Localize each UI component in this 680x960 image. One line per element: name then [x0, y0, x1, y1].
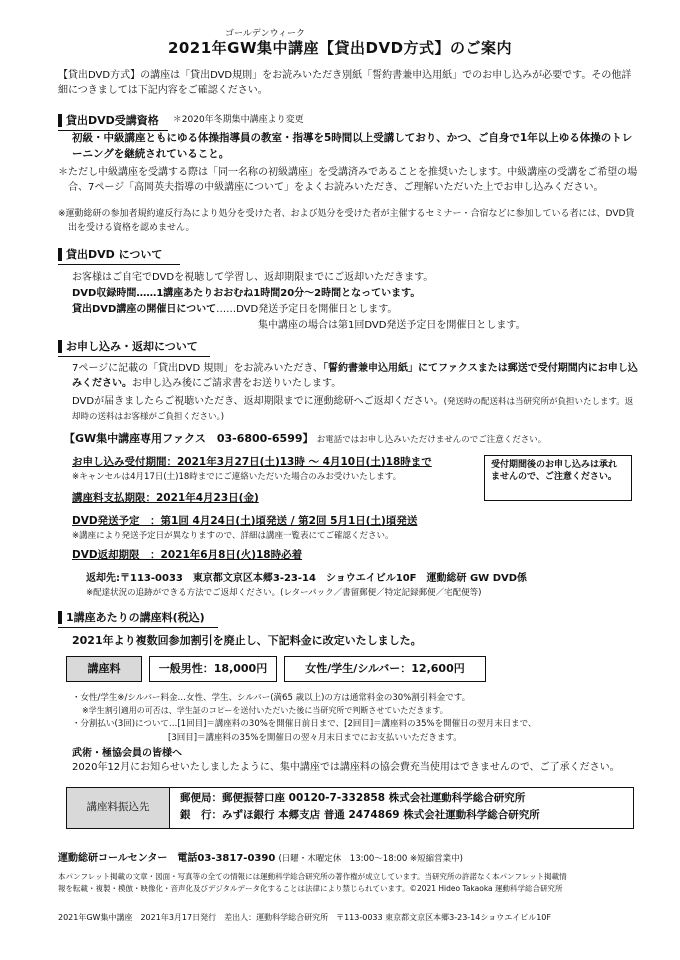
fax-number: 【GW集中講座専用ファクス 03-6800-6599】 — [64, 432, 314, 445]
section-bar — [58, 340, 62, 353]
section-bar — [58, 114, 62, 127]
bank-postal-account: 郵便局：郵便振替口座 00120-7-332858 株式会社運動科学総合研究所 — [180, 792, 526, 804]
apply-paragraph1 — [72, 361, 638, 391]
deadline-warning-box: 受付期間後のお申し込みは承れませんので、ご注意ください。 — [484, 455, 632, 501]
page-title: 2021年GW集中講座【貸出DVD方式】のご案内 — [167, 39, 513, 57]
shipping-note: ※講座により発送予定日が異なりますので、詳細は講座一覧表にてご確認ください。 — [72, 531, 394, 541]
return-address: 返却先:〒113-0033 東京都文京区本郷3-23-14 ショウエイビル10F 運動総研 GW DVD係 — [86, 573, 528, 584]
section-apply-title: お申し込み・返却について — [66, 340, 198, 353]
fee-note-installment-2: [3回目]＝講座料の35%を開催日の翌々月末日までにお支払いいただきます。 — [168, 733, 462, 743]
section-about-title: 貸出DVD について — [66, 248, 163, 261]
colophon: 2021年GW集中講座 2021年3月17日発行 差出人：運動科学総合研究所 〒113-0033 東京都文京区本郷3-23-14ショウエイビル10F — [58, 913, 551, 922]
section-underline — [58, 264, 180, 265]
section-about-heading — [58, 247, 162, 263]
section-qualification-title: 貸出DVD受講資格 — [66, 114, 159, 127]
qualification-note1: ＊ただし中級講座を受講する際は「同一名称の初級講座」を受講済みであることを推奨いたします。中級講座の受講をご希望の場合、7ページ「高岡英夫指導の中級講座について」をよくお読みいただき、ご理解いただいた上でお申し込みください。 — [58, 167, 638, 193]
intro-text: 【貸出DVD方式】の講座は「貸出DVD規則」をお読みいただき別紙「誓約書兼申込用紙」でのお申し込みが必要です。その他詳細につきましては下記内容をご確認ください。 — [58, 70, 632, 96]
fee-note-discount: ・女性/学生※/シルバー料金…女性、学生、シルバー(満65 歳以上)の方は通常料金の30%割引料金です。 — [72, 693, 471, 703]
about-line3-label: 貸出DVD講座の開催日について — [72, 304, 217, 315]
title-ruby: ゴールデンウィーク — [224, 29, 306, 39]
section-qualification-note: ＊2020年冬期集中講座より変更 — [172, 115, 304, 126]
about-line2: DVD収録時間……1講座あたりおおむね1時間20分～2時間となっています。 — [72, 288, 421, 299]
qualification-main: 初級・中級講座ともにゆる体操指導員の教室・指導を5時間以上受講しており、かつ、ご自身で1年以上ゆる体操のトレーニングを継続されていること。 — [72, 132, 633, 160]
section-bar — [58, 248, 62, 261]
bank-mizuho-account: 銀 行：みずほ銀行 本郷支店 普通 2474869 株式会社運動科学総合研究所 — [180, 809, 540, 821]
about-line3 — [72, 302, 638, 317]
member-notice-heading: 武術・極協会員の皆様へ — [72, 748, 182, 759]
cancel-note: ※キャンセルは4月17日(土)18時までにご連絡いただいた場合のみお受けいたします。 — [72, 472, 402, 482]
section-apply-heading — [58, 339, 198, 355]
fee-note-installment: ・分割払い(3回)について…[1回目]＝講座料の30%を開催日前日まで、[2回目]＝講座料の35%を開催日の翌月末日まで、 — [72, 719, 537, 729]
apply-p1-a: 7ページに記載の「貸出DVD 規則」をお読みいただき、 — [72, 363, 324, 374]
copyright-line1: 本パンフレット掲載の文章・図面・写真等の全ての情報には運動科学総合研究所の著作権が成立しています。当研究所の許諾なく本パンフレット掲載情 — [58, 872, 567, 881]
call-center — [58, 852, 463, 867]
fee-note-student: ※学生割引適用の可否は、学生証のコピーを送付いただいた後に当研究所で判断させていただきます。 — [82, 706, 448, 715]
about-line4: 集中講座の場合は第1回DVD発送予定日を開催日とします。 — [258, 320, 526, 331]
about-line3-value: ……DVD発送予定日を開催日とします。 — [216, 304, 398, 315]
apply-p1-b: 「誓約書兼申込用紙」にてファクスまたは郵送で受付期間内にお申し込みください。 — [72, 363, 638, 389]
return-address-note: ※配達状況の追跡ができる方法でご返却ください。(レターパック／書留郵便／特定記録郵便／宅配便等) — [86, 588, 482, 598]
fee-revision-notice: 2021年より複数回参加割引を廃止し、下記料金に改定いたしました。 — [72, 634, 422, 647]
dvd-return-deadline: DVD返却期限 ：2021年6月8日(火)18時必着 — [72, 549, 303, 561]
fax-line — [64, 431, 644, 448]
copyright-line2: 報を転載・複製・模倣・映像化・音声化及びデジタルデータ化することは法律により禁じられています。©2021 Hideo Takaoka 運動科学総合研究所 — [58, 884, 563, 893]
dvd-shipping-schedule: DVD発送予定 ：第1回 4月24日(土)頃発送 / 第2回 5月1日(土)頃発送 — [72, 515, 418, 527]
about-line1: お客様はご自宅でDVDを視聴して学習し、返却期限までにご返却いただきます。 — [72, 272, 434, 283]
fax-note: お電話ではお申し込みいただけませんのでご注意ください。 — [316, 435, 547, 445]
payment-deadline: 講座料支払期限：2021年4月23日(金) — [72, 492, 259, 504]
bank-transfer-label: 講座料振込先 — [66, 787, 170, 829]
apply-p2-b: (発送時の配送料は当研究所が負担いたします。返却時の送料はお客様がご負担ください。) — [72, 397, 634, 422]
application-period: お申し込み受付期間：2021年3月27日(土)13時 ～ 4月10日(土)18時まで — [72, 456, 432, 468]
section-fee-title: 1講座あたりの講座料(税込) — [66, 611, 205, 624]
section-bar — [58, 611, 62, 624]
qualification-note2: ※運動総研の参加者規約違反行為により処分を受けた者、および処分を受けた者が主催するセミナー・合宿などに参加している者には、DVD貸出を受ける資格を認めません。 — [58, 209, 635, 233]
fee-general: 一般男性：18,000円 — [149, 656, 277, 682]
fee-discount: 女性/学生/シルバー：12,600円 — [284, 656, 486, 682]
member-notice: 2020年12月にお知らせいたしましたように、集中講座では講座料の協会費充当使用はできませんので、ご了承ください。 — [72, 762, 620, 773]
call-center-phone: 運動総研コールセンター 電話03-3817-0390 — [58, 853, 276, 864]
fee-table-label: 講座料 — [66, 656, 142, 682]
apply-p1-c: お申し込み後にご請求書をお送りいたします。 — [132, 378, 342, 389]
section-fee-heading — [58, 610, 205, 626]
section-qualification-heading — [58, 113, 304, 129]
section-underline — [58, 627, 218, 628]
apply-paragraph2 — [72, 394, 638, 424]
apply-p2-a: DVDが届きましたらご視聴いただき、返却期限までに運動総研へご返却ください。 — [72, 396, 444, 407]
section-underline — [58, 356, 210, 357]
call-center-hours: (日曜・木曜定休 13:00～18:00 ※短縮営業中) — [278, 854, 463, 864]
